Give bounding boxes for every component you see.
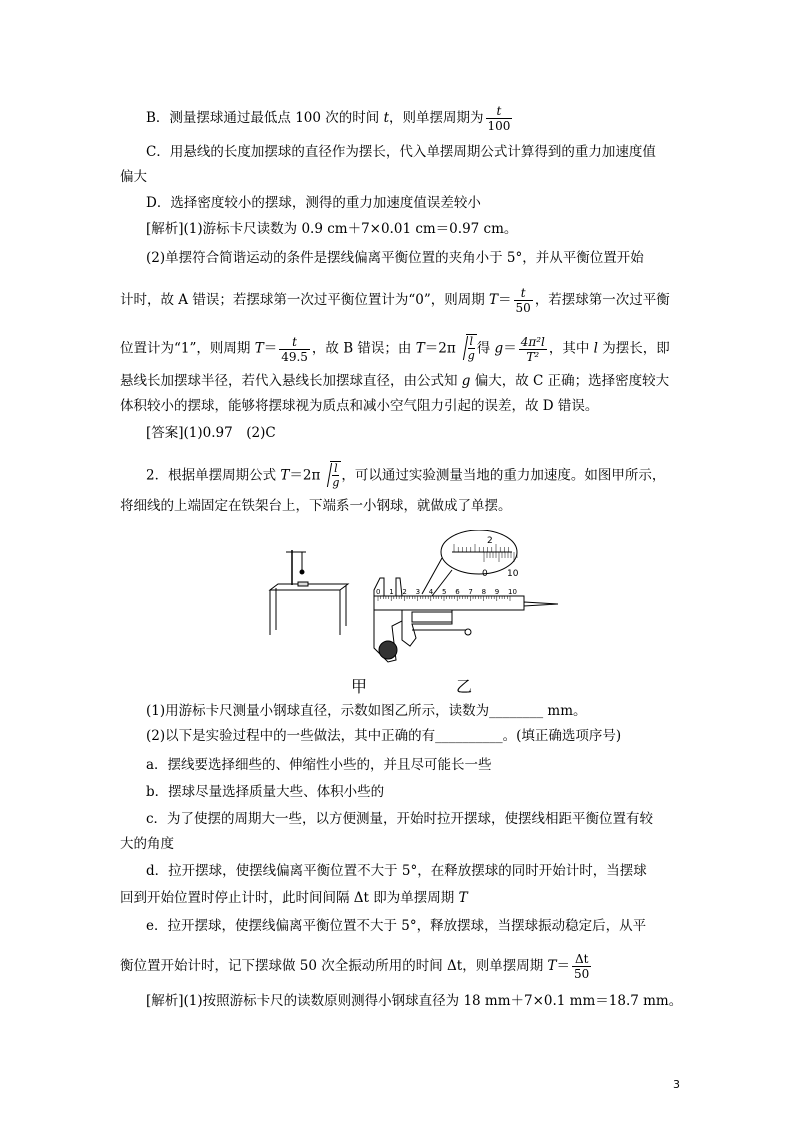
subquestion-1: (1)用游标卡尺测量小钢球直径，示数如图乙所示，读数为________ mm。 [146, 703, 587, 719]
sqrt [456, 334, 477, 364]
text: 得 [476, 340, 495, 357]
option-c-line1: C．用悬线的长度加摆球的直径作为摆长，代入单摆周期公式计算得到的重力加速度值 [146, 144, 656, 160]
numerator: l [469, 335, 473, 348]
denominator: T² [526, 349, 540, 364]
text: 衡位置开始计时，记下摆球做 50 次全振动所用的时间 Δt，则单摆周期 [120, 958, 548, 974]
fraction [514, 286, 533, 315]
main-scale-label: 5 [442, 588, 447, 596]
answer-line: [答案](1)0.97 (2)C [146, 425, 276, 441]
text: ＝ [556, 958, 571, 974]
zoom-top-label: 2 [487, 536, 493, 546]
denominator: 50 [515, 301, 531, 315]
main-scale-label: 1 [389, 588, 394, 596]
numerator: 4π²l [520, 334, 545, 349]
caption-yi: 乙 [456, 677, 473, 696]
numerator: t [486, 104, 513, 119]
text: ＝ [503, 340, 517, 357]
main-scale-label: 4 [428, 588, 434, 596]
analysis-line5 [120, 372, 669, 390]
analysis-line6: 体积较小的摆球，能够将摆球视为质点和减小空气阻力引起的误差，故 D 错误。 [120, 398, 599, 414]
text: 回到开始位置时停止计时，此时间间隔 Δt 即为单摆周期 [120, 890, 459, 906]
main-scale-label: 9 [494, 588, 500, 596]
text: 计时，故 A 错误；若摆球第一次过平衡位置计为“0”，则周期 [120, 292, 490, 308]
text: 位置计为“1”，则周期 [120, 340, 255, 357]
choice-d-line1: d．拉开摆球，使摆线偏离平衡位置不大于 5°，在释放摆球的同时开始计时，当摆球 [146, 863, 647, 879]
text: ，其中 [548, 340, 594, 357]
text: B．测量摆球通过最低点 100 次的时间 [146, 110, 384, 126]
main-scale-label: 3 [415, 588, 421, 596]
choice-d-line2 [120, 889, 468, 907]
numerator: t [514, 286, 533, 301]
analysis-line7: [解析](1)按照游标卡尺的读数原则测得小钢球直径为 18 mm＋7×0.1 mm＝18.7 mm。 [146, 993, 683, 1009]
choice-c-line2: 大的角度 [120, 836, 174, 852]
main-scale-label: 7 [468, 588, 473, 596]
analysis-line1: [解析](1)游标卡尺读数为 0.9 cm＋7×0.01 cm＝0.97 cm。 [146, 221, 518, 237]
var-T: T [280, 467, 290, 484]
var-g: g [494, 340, 504, 357]
var-T: T [458, 890, 468, 906]
text: ＝2π [424, 340, 456, 357]
text: 为摆长，即 [598, 340, 670, 357]
text: ＝ [498, 292, 512, 308]
pendulum-stand [270, 550, 348, 635]
analysis-line4 [120, 334, 670, 364]
question-2-line2: 将细线的上端固定在铁架台上，下端系一小钢球，就做成了单摆。 [120, 498, 512, 514]
caption-jia: 甲 [351, 677, 368, 696]
text: ＝2π [289, 467, 321, 484]
text: 偏大，故 C 正确；选择密度较大 [470, 373, 670, 389]
denominator: 50 [574, 967, 590, 981]
fraction [572, 952, 591, 981]
fraction [486, 104, 513, 133]
option-c-line2: 偏大 [120, 169, 147, 185]
text: ，若摆球第一次过平衡 [534, 292, 670, 308]
fraction [279, 335, 310, 364]
denominator: 49.5 [281, 349, 308, 364]
choice-c-line1: c．为了使摆的周期大一些，以方便测量，开始时拉开摆球，使摆线相距平衡位置有较 [146, 811, 654, 827]
var-T: T [547, 958, 557, 974]
zoom-view [422, 530, 519, 596]
text: ，故 B 错误；由 [311, 340, 416, 357]
subquestion-2: (2)以下是实验过程中的一些做法，其中正确的有__________。(填正确选项序号) [146, 728, 622, 744]
main-scale-label: 10 [508, 588, 517, 596]
sqrt [320, 461, 341, 491]
var-l: l [593, 340, 598, 357]
zoom-bottom-label-10: 10 [507, 569, 519, 579]
numerator: l [334, 462, 338, 475]
text: ，可以通过实验测量当地的重力加速度。如图甲所示， [341, 467, 666, 484]
var-T: T [254, 340, 264, 357]
choice-e-line1: e．拉开摆球，使摆线偏离平衡位置不大于 5°，释放摆球，当摆球振动稳定后，从平 [146, 918, 647, 934]
option-b [146, 104, 514, 133]
denominator: 100 [487, 119, 511, 133]
var-g: g [461, 373, 471, 389]
var-T: T [489, 292, 499, 308]
denominator: g [467, 349, 475, 362]
main-scale-label: 8 [481, 588, 487, 596]
experiment-figure [262, 530, 562, 690]
fraction [519, 335, 547, 364]
main-scale-label: 6 [455, 588, 460, 596]
option-d: D．选择密度较小的摆球，测得的重力加速度值误差较小 [146, 195, 481, 211]
main-scale-label: 0 [376, 588, 381, 596]
text: 2．根据单摆周期公式 [146, 467, 281, 484]
numerator: Δt [572, 952, 591, 967]
choice-b: b．摆球尽量选择质量大些、体积小些的 [146, 784, 385, 800]
choice-e-line2 [120, 952, 593, 981]
choice-a: a．摆线要选择细些的、伸缩性小些的，并且尽可能长一些 [146, 757, 492, 773]
analysis-line2: (2)单摆符合简谐运动的条件是摆线偏离平衡位置的夹角小于 5°，并从平衡位置开始 [146, 250, 644, 266]
main-scale-label: 2 [402, 588, 407, 596]
zoom-bottom-label-0: 0 [482, 569, 488, 579]
text: ，则单摆周期为 [389, 110, 484, 126]
radicand [330, 461, 341, 489]
var-T: T [415, 340, 425, 357]
analysis-line3 [120, 286, 670, 315]
text: ＝ [263, 340, 278, 357]
question-2-line1 [146, 461, 665, 491]
page-number: 3 [673, 1078, 680, 1091]
denominator: g [332, 476, 340, 489]
radicand [466, 334, 477, 362]
numerator: t [279, 335, 310, 350]
var-t: t [383, 110, 389, 126]
text: 悬线长加摆球半径，若代入悬线长加摆球直径，由公式知 [120, 373, 462, 389]
